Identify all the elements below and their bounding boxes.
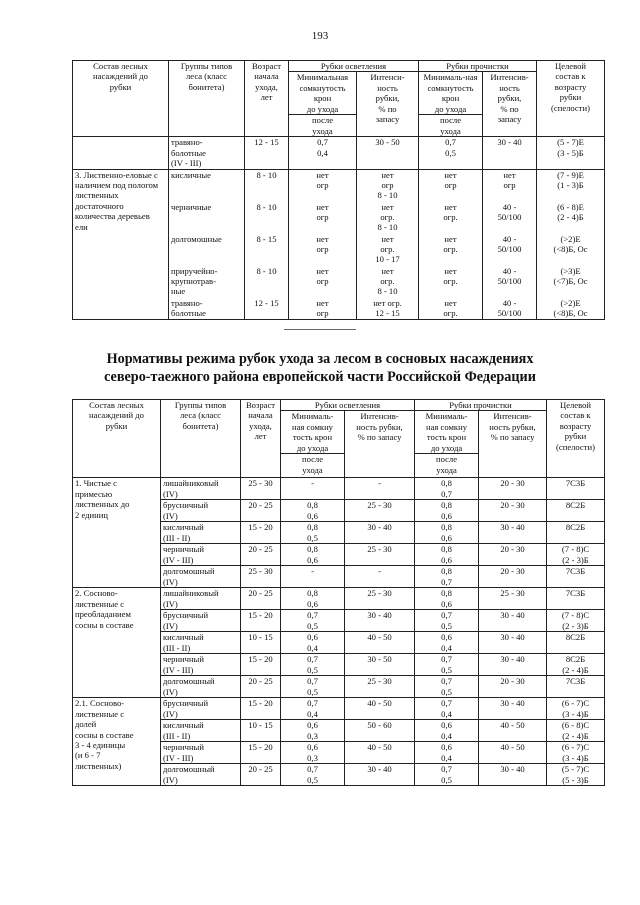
cell-cleaning-intensity: 20 - 30 <box>479 676 547 698</box>
cell-group: лишайниковый (IV) <box>161 478 241 500</box>
cell-age: 15 - 20 <box>241 698 281 720</box>
cell-group: лишайниковый (IV) <box>161 588 241 610</box>
cell-target: (5 - 7)С (5 - 3)Б <box>547 764 605 786</box>
cell-cleaning-density: 0,6 0,4 <box>415 632 479 654</box>
cell-cleaning-intensity: 20 - 30 <box>479 478 547 500</box>
cell-light-density: нет огр <box>289 298 357 320</box>
cell-light-density: 0,7 0,4 <box>281 698 345 720</box>
cell-light-intensity: нет огр. 12 - 15 <box>357 298 419 320</box>
cell-group: травяно- болотные <box>169 298 245 320</box>
cell-cleaning-density: 0,7 0,5 <box>415 610 479 632</box>
cell-light-intensity: 25 - 30 <box>345 500 415 522</box>
cell-cleaning-intensity: 30 - 40 <box>479 764 547 786</box>
cell-cleaning-density: 0,8 0,6 <box>415 588 479 610</box>
cell-age: 15 - 20 <box>241 522 281 544</box>
cell-cleaning-density: 0,6 0,4 <box>415 720 479 742</box>
cell-cleaning-density: 0,8 0,7 <box>415 478 479 500</box>
cell-cleaning-density: 0,8 0,6 <box>415 522 479 544</box>
cell-target: 7С3Б <box>547 676 605 698</box>
cell-cleaning-intensity: 30 - 40 <box>479 698 547 720</box>
cell-age: 15 - 20 <box>241 610 281 632</box>
cell-target: (7 - 9)Е (1 - 3)Б <box>537 169 605 202</box>
cell-light-intensity: 30 - 50 <box>345 654 415 676</box>
cell-light-density: - <box>281 478 345 500</box>
cell-light-density: нет огр <box>289 169 357 202</box>
cell-cleaning-density: 0,8 0,6 <box>415 500 479 522</box>
cell-light-intensity: 25 - 30 <box>345 544 415 566</box>
cell-group: травяно- болотные (IV - III) <box>169 137 245 169</box>
cell-light-intensity: нет огр. 8 - 10 <box>357 266 419 298</box>
cell-age: 25 - 30 <box>241 566 281 588</box>
cell-cleaning-intensity: 30 - 40 <box>483 137 537 169</box>
cell-cleaning-intensity: 30 - 40 <box>479 522 547 544</box>
section-cell <box>73 137 169 169</box>
cell-cleaning-intensity: 25 - 30 <box>479 588 547 610</box>
header-cleaning-intensity: Интенсив- ность рубки, % по запасу <box>479 411 547 478</box>
cell-light-density: 0,7 0,4 <box>289 137 357 169</box>
cell-target: (6 - 8)Е (2 - 4)Б <box>537 202 605 234</box>
cell-cleaning-intensity: 20 - 30 <box>479 500 547 522</box>
separator-line <box>284 329 356 330</box>
cell-target: (7 - 8)С (2 - 3)Б <box>547 610 605 632</box>
cell-cleaning-density: 0,7 0,5 <box>415 654 479 676</box>
cell-group: брусничный (IV) <box>161 500 241 522</box>
header-cleaning-min-density: Минималь- ная сомкну тость крон до ухода <box>415 411 479 454</box>
cell-cleaning-density: нет огр. <box>419 202 483 234</box>
cell-group: кисличный (III - II) <box>161 632 241 654</box>
cell-target: (6 - 7)С (3 - 4)Б <box>547 698 605 720</box>
cell-light-intensity: 40 - 50 <box>345 698 415 720</box>
table-row <box>73 698 605 720</box>
section-label: 2.1. Сосново- лиственные с долей сосны в составе 3 - 4 единицы (и 6 - 7 лиственных) <box>73 698 161 786</box>
cell-group: приручейно- крупнотрав- ные <box>169 266 245 298</box>
cell-group: долгомошный (IV) <box>161 676 241 698</box>
header-composition: Состав лесных насаждений до рубки <box>73 400 161 478</box>
section-label: 3. Лиственно-еловые с наличием под пологом лиственных достаточного количества деревьев ели <box>73 169 169 319</box>
cell-cleaning-intensity: 40 - 50/100 <box>483 298 537 320</box>
cell-light-density: 0,7 0,5 <box>281 610 345 632</box>
cell-age: 8 - 10 <box>245 169 289 202</box>
cell-target: (>3)Е (<7)Б, Ос <box>537 266 605 298</box>
cell-light-density: 0,8 0,5 <box>281 522 345 544</box>
cell-age: 20 - 25 <box>241 544 281 566</box>
page-title <box>0 350 640 386</box>
cell-target: 8С2Б <box>547 500 605 522</box>
cell-cleaning-density: 0,8 0,6 <box>415 544 479 566</box>
cell-cleaning-intensity: 30 - 40 <box>479 654 547 676</box>
header-light-intensity: Интенсив- ность рубки, % по запасу <box>345 411 415 478</box>
cell-light-intensity: нет огр. 10 - 17 <box>357 234 419 266</box>
cell-cleaning-intensity: 20 - 30 <box>479 544 547 566</box>
cell-age: 15 - 20 <box>241 742 281 764</box>
cell-group: брусничный (IV) <box>161 610 241 632</box>
cell-age: 20 - 25 <box>241 500 281 522</box>
header-start-age: Возраст начала ухода, лет <box>245 61 289 137</box>
table-row <box>73 478 605 500</box>
header-light-after: после ухода <box>289 115 357 137</box>
cell-light-intensity: - <box>345 478 415 500</box>
cell-target: (>2)Е (<8)Б, Ос <box>537 234 605 266</box>
cell-light-density: 0,8 0,6 <box>281 500 345 522</box>
cell-age: 10 - 15 <box>241 632 281 654</box>
section-label: 2. Сосново- лиственные с преобладанием сосны в составе <box>73 588 161 698</box>
header-cleaning-intensity: Интенсив- ность рубки, % по запасу <box>483 72 537 137</box>
cell-light-intensity: 30 - 40 <box>345 764 415 786</box>
header-forest-group: Группы типов леса (класс бонитета) <box>169 61 245 137</box>
cell-group: черничный (IV - III) <box>161 742 241 764</box>
header-thinning-light: Рубки осветления <box>281 400 415 411</box>
spruce-norms-table <box>72 60 605 320</box>
cell-light-intensity: 40 - 50 <box>345 632 415 654</box>
section-label: 1. Чистые с примесью лиственных до 2 единиц <box>73 478 161 588</box>
cell-light-density: нет огр <box>289 266 357 298</box>
cell-age: 12 - 15 <box>245 137 289 169</box>
cell-light-intensity: 40 - 50 <box>345 742 415 764</box>
cell-light-intensity: 30 - 40 <box>345 522 415 544</box>
cell-target: 8С2Б (2 - 4)Б <box>547 654 605 676</box>
cell-cleaning-density: нет огр. <box>419 266 483 298</box>
header-target-composition: Целевой состав к возрасту рубки (спелости) <box>547 400 605 478</box>
title-line-1: Нормативы режима рубок ухода за лесом в сосновых насаждениях <box>106 351 534 367</box>
cell-light-intensity: 25 - 30 <box>345 588 415 610</box>
header-cleaning-min-density: Минималь-ная сомкнутость крон до ухода <box>419 72 483 115</box>
cell-target: 7С3Б <box>547 588 605 610</box>
cell-light-density: 0,7 0,5 <box>281 676 345 698</box>
cell-target: (7 - 8)С (2 - 3)Б <box>547 544 605 566</box>
cell-target: (6 - 7)С (3 - 4)Б <box>547 742 605 764</box>
cell-light-intensity: 30 - 40 <box>345 610 415 632</box>
cell-cleaning-density: 0,7 0,5 <box>415 764 479 786</box>
cell-age: 8 - 15 <box>245 234 289 266</box>
cell-light-intensity: - <box>345 566 415 588</box>
cell-cleaning-intensity: 40 - 50 <box>479 742 547 764</box>
cell-cleaning-density: 0,7 0,4 <box>415 698 479 720</box>
cell-age: 8 - 10 <box>245 202 289 234</box>
table-row <box>73 588 605 610</box>
cell-age: 20 - 25 <box>241 764 281 786</box>
cell-target: (6 - 8)С (2 - 4)Б <box>547 720 605 742</box>
cell-age: 12 - 15 <box>245 298 289 320</box>
cell-group: черничный (IV - III) <box>161 544 241 566</box>
cell-cleaning-intensity: 40 - 50/100 <box>483 234 537 266</box>
cell-light-intensity: 50 - 60 <box>345 720 415 742</box>
cell-cleaning-density: нет огр. <box>419 298 483 320</box>
cell-target: 7С3Б <box>547 478 605 500</box>
cell-light-density: нет огр <box>289 202 357 234</box>
cell-group: долгомошный (IV) <box>161 566 241 588</box>
cell-cleaning-density: 0,6 0,4 <box>415 742 479 764</box>
cell-target: (5 - 7)Е (3 - 5)Б <box>537 137 605 169</box>
header-cleaning-after: после ухода <box>415 454 479 478</box>
cell-light-density: 0,7 0,5 <box>281 764 345 786</box>
header-cleaning-after: после ухода <box>419 115 483 137</box>
cell-light-intensity: нет огр 8 - 10 <box>357 169 419 202</box>
header-light-min-density: Минимальная сомкнутость крон до ухода <box>289 72 357 115</box>
cell-light-density: 0,6 0,3 <box>281 720 345 742</box>
header-composition: Состав лесных насаждений до рубки <box>73 61 169 137</box>
header-light-min-density: Минималь- ная сомкну тость крон до ухода <box>281 411 345 454</box>
cell-light-density: нет огр <box>289 234 357 266</box>
cell-cleaning-density: нет огр. <box>419 234 483 266</box>
cell-light-density: 0,6 0,4 <box>281 632 345 654</box>
cell-group: черничный (IV - III) <box>161 654 241 676</box>
cell-age: 8 - 10 <box>245 266 289 298</box>
cell-group: черничные <box>169 202 245 234</box>
cell-group: долгомошные <box>169 234 245 266</box>
header-thinning-light: Рубки осветления <box>289 61 419 72</box>
cell-cleaning-intensity: 40 - 50/100 <box>483 202 537 234</box>
cell-age: 20 - 25 <box>241 676 281 698</box>
cell-cleaning-intensity: 30 - 40 <box>479 632 547 654</box>
cell-light-intensity: 30 - 50 <box>357 137 419 169</box>
cell-age: 10 - 15 <box>241 720 281 742</box>
header-start-age: Возраст начала ухода, лет <box>241 400 281 478</box>
cell-light-density: - <box>281 566 345 588</box>
cell-cleaning-density: 0,8 0,7 <box>415 566 479 588</box>
cell-cleaning-density: 0,7 0,5 <box>415 676 479 698</box>
cell-light-density: 0,8 0,6 <box>281 544 345 566</box>
cell-target: 8С2Б <box>547 632 605 654</box>
cell-cleaning-intensity: 30 - 40 <box>479 610 547 632</box>
cell-light-density: 0,6 0,3 <box>281 742 345 764</box>
cell-cleaning-intensity: нет огр <box>483 169 537 202</box>
cell-cleaning-density: 0,7 0,5 <box>419 137 483 169</box>
cell-light-density: 0,8 0,6 <box>281 588 345 610</box>
cell-light-intensity: 25 - 30 <box>345 676 415 698</box>
header-cleaning: Рубки прочистки <box>419 61 537 72</box>
cell-light-intensity: нет огр. 8 - 10 <box>357 202 419 234</box>
cell-age: 20 - 25 <box>241 588 281 610</box>
page-number: 193 <box>311 30 329 42</box>
cell-age: 25 - 30 <box>241 478 281 500</box>
header-light-after: после ухода <box>281 454 345 478</box>
cell-cleaning-intensity: 40 - 50 <box>479 720 547 742</box>
cell-age: 15 - 20 <box>241 654 281 676</box>
cell-group: брусничный (IV) <box>161 698 241 720</box>
cell-cleaning-intensity: 20 - 30 <box>479 566 547 588</box>
header-target-composition: Целевой состав к возрасту рубки (спелости) <box>537 61 605 137</box>
cell-group: кисличный (III - II) <box>161 720 241 742</box>
title-line-2: северо-таежного района европейской части Российской Федерации <box>104 369 536 385</box>
cell-group: кисличные <box>169 169 245 202</box>
cell-cleaning-intensity: 40 - 50/100 <box>483 266 537 298</box>
cell-cleaning-density: нет огр <box>419 169 483 202</box>
pine-norms-table <box>72 399 605 786</box>
cell-target: 8С2Б <box>547 522 605 544</box>
cell-target: 7С3Б <box>547 566 605 588</box>
header-light-intensity: Интенси- ность рубки, % по запасу <box>357 72 419 137</box>
cell-group: долгомошный (IV) <box>161 764 241 786</box>
cell-group: кисличный (III - II) <box>161 522 241 544</box>
header-cleaning: Рубки прочистки <box>415 400 547 411</box>
cell-target: (>2)Е (<8)Б, Ос <box>537 298 605 320</box>
cell-light-density: 0,7 0,5 <box>281 654 345 676</box>
header-forest-group: Группы типов леса (класс бонитета) <box>161 400 241 478</box>
